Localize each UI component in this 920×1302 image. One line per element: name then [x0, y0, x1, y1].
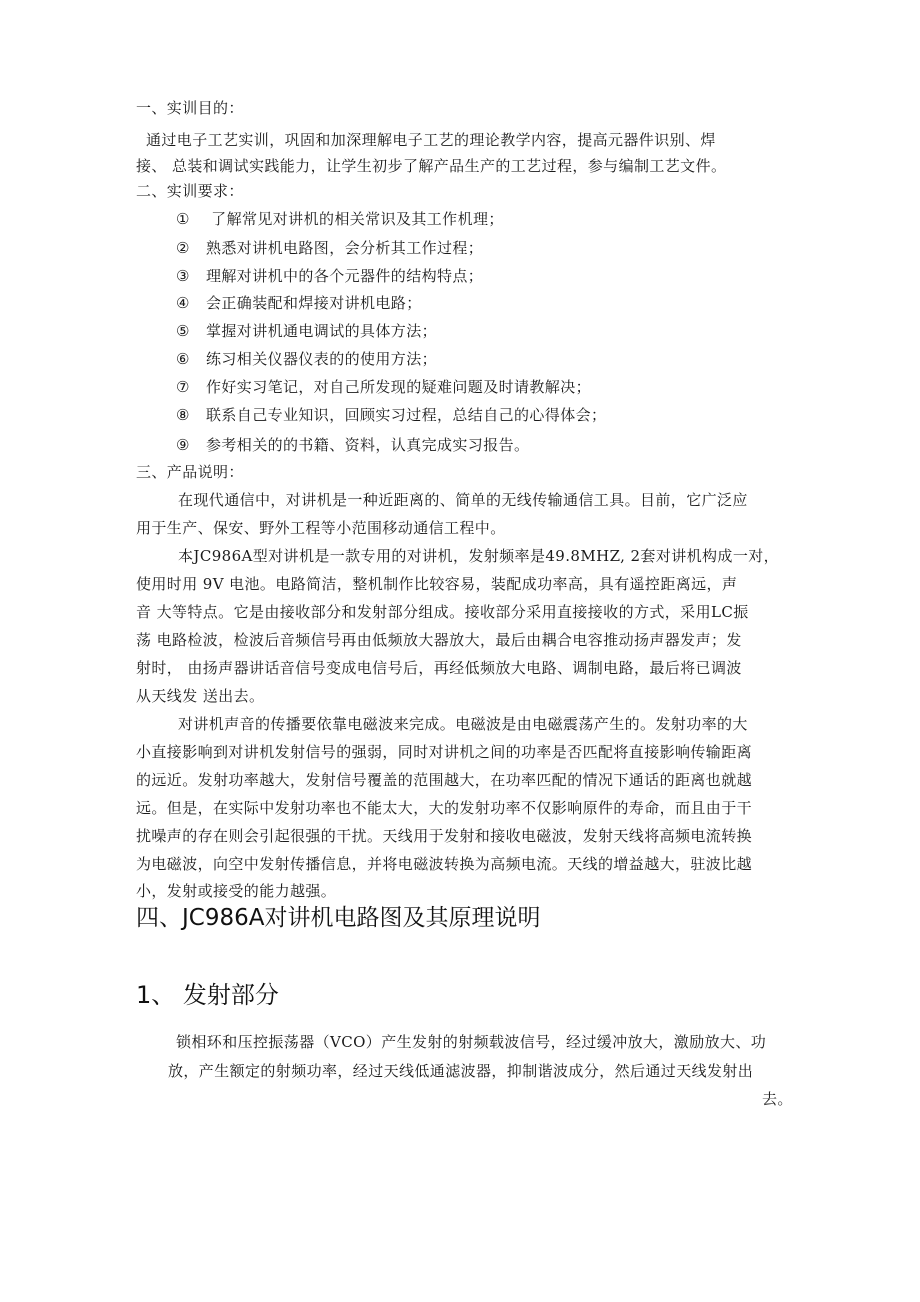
requirement-item-5	[176, 321, 437, 341]
item-text: 了解常见对讲机的相关常识及其工作机理；	[206, 210, 504, 228]
item-text: 掌握对讲机通电调试的具体方法；	[206, 322, 438, 340]
para3-line-4: 远。但是，在实际中发射功率也不能太大，大的发射功率不仅影响原件的寿命，而且由于干	[136, 799, 753, 817]
para2-line-5: 射时， 由扬声器讲话音信号变成电信号后，再经低频放大电路、调制电路，最后将已调波	[136, 659, 742, 677]
item-number: ⑦	[176, 378, 190, 396]
item-text: 联系自己专业知识，回顾实习过程，总结自己的心得体会；	[206, 406, 607, 424]
item-text: 会正确装配和焊接对讲机电路；	[206, 294, 422, 312]
section1-title: 一、实训目的：	[136, 99, 244, 117]
para3-line-2: 小直接影响到对讲机发射信号的强弱，同时对讲机之间的功率是否匹配将直接影响传输距离	[136, 743, 753, 761]
para2-line-3: 音 大等特点。它是由接收部分和发射部分组成。接收部分采用直接接收的方式，采用LC振	[136, 603, 749, 621]
item-number: ⑤	[176, 322, 190, 340]
sub1-line-1: 锁相环和压控振荡器（VCO）产生发射的射频载波信号，经过缓冲放大，激励放大、功	[176, 1033, 767, 1051]
para3-line-7: 小，发射或接受的能力越强。	[136, 882, 337, 900]
para2-line-2: 使用时用 9V 电池。电路简洁，整机制作比较容易，装配成功率高，具有遥控距离远，声	[136, 575, 738, 593]
item-number: ⑥	[176, 350, 190, 368]
para2-line-6: 从天线发 送出去。	[136, 687, 265, 705]
para2-line-1: 本JC986A型对讲机是一款专用的对讲机，发射频率是49.8MHZ, 2套对讲机构成一对，	[178, 547, 780, 565]
requirement-item-9	[176, 435, 529, 455]
para3-line-1: 对讲机声音的传播要依靠电磁波来完成。电磁波是由电磁震荡产生的。发射功率的大	[178, 715, 748, 733]
requirement-item-7	[176, 377, 591, 397]
requirement-item-2	[176, 238, 483, 258]
para3-line-5: 扰噪声的存在则会引起很强的干扰。天线用于发射和接收电磁波，发射天线将高频电流转换	[136, 827, 753, 845]
para2-line-4: 荡 电路检波，检波后音频信号再由低频放大器放大，最后由耦合电容推动扬声器发声；发	[136, 631, 742, 649]
sub1-line-3: 去。	[762, 1090, 793, 1108]
item-text: 练习相关仪器仪表的的使用方法；	[206, 350, 438, 368]
item-number: ①	[176, 210, 190, 228]
item-number: ④	[176, 294, 190, 312]
requirement-item-8	[176, 405, 606, 425]
para3-line-3: 的远近。发射功率越大，发射信号覆盖的范围越大，在功率匹配的情况下通话的距离也就越	[136, 771, 753, 789]
requirement-item-3	[176, 266, 483, 286]
section4-title: 四、JC986A对讲机电路图及其原理说明	[136, 905, 541, 931]
para3-line-6: 为电磁波，向空中发射传播信息，并将电磁波转换为高频电流。天线的增益越大，驻波比越	[136, 855, 753, 873]
item-number: ⑨	[176, 436, 190, 454]
section1-line-1: 通过电子工艺实训，巩固和加深理解电子工艺的理论教学内容，提高元器件识别、焊	[146, 131, 716, 149]
section1-line-2: 接、 总装和调试实践能力，让学生初步了解产品生产的工艺过程，参与编制工艺文件。	[136, 157, 727, 175]
section3-title: 三、产品说明：	[136, 463, 244, 481]
para1-line-1: 在现代通信中，对讲机是一种近距离的、简单的无线传输通信工具。目前，它广泛应	[178, 491, 748, 509]
sub1-line-2: 放，产生额定的射频功率，经过天线低通滤波器，抑制谐波成分，然后通过天线发射出	[168, 1062, 754, 1080]
section2-title: 二、实训要求：	[136, 182, 244, 200]
para1-line-2: 用于生产、保安、野外工程等小范围移动通信工程中。	[136, 519, 506, 537]
item-text: 作好实习笔记，对自己所发现的疑难问题及时请教解决；	[206, 378, 592, 396]
requirement-item-1	[176, 209, 504, 229]
item-text: 参考相关的的书籍、资料，认真完成实习报告。	[206, 436, 530, 454]
item-text: 理解对讲机中的各个元器件的结构特点；	[206, 267, 484, 285]
requirement-item-6	[176, 349, 437, 369]
item-number: ②	[176, 239, 190, 257]
item-number: ⑧	[176, 406, 190, 424]
requirement-item-4	[176, 293, 422, 313]
subsection-title: 1、 发射部分	[136, 981, 279, 1009]
item-number: ③	[176, 267, 190, 285]
item-text: 熟悉对讲机电路图，会分析其工作过程；	[206, 239, 484, 257]
